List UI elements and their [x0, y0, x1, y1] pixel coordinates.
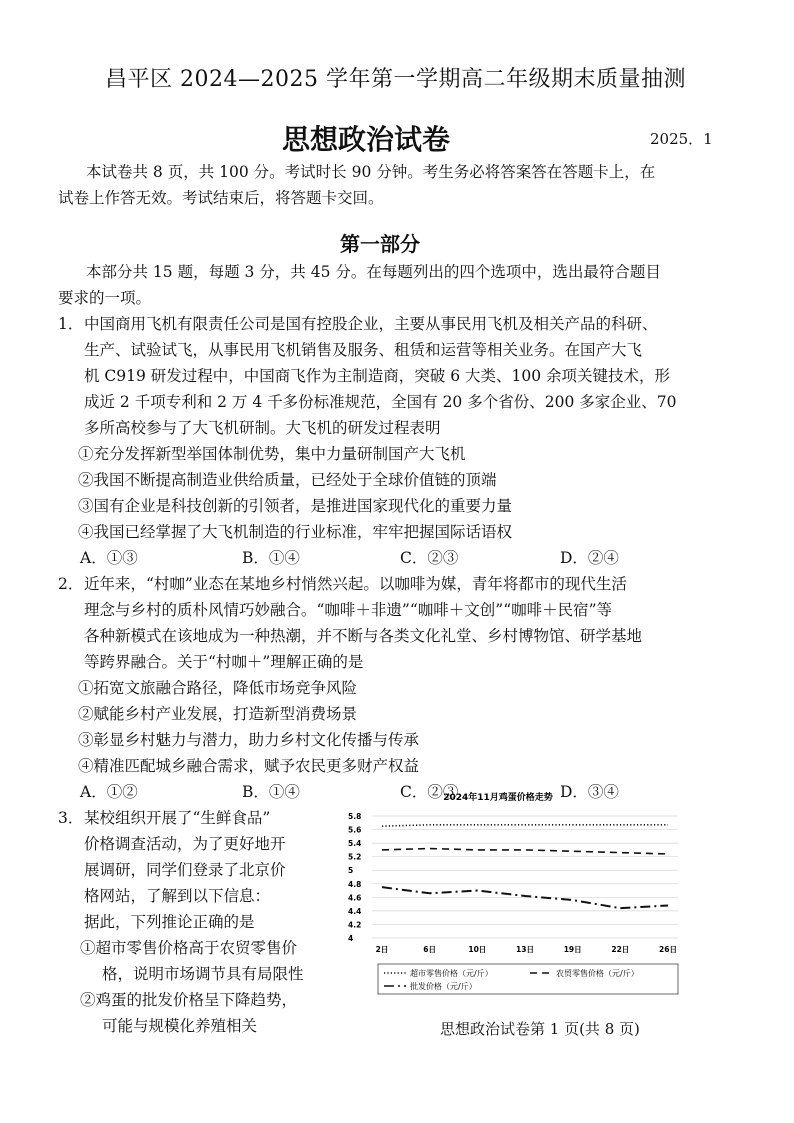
statement-item: ①超市零售价格高于农贸零售价	[80, 939, 298, 957]
question-number: 1．	[58, 315, 84, 333]
question-stem-line: 成近 2 千项专利和 2 万 4 千多份标准规范，全国有 20 多个省份、200 多家企业、70	[84, 393, 677, 411]
statement-item: 格，说明市场调节具有局限性	[102, 965, 304, 983]
statement-item: ③彰显乡村魅力与潜力，助力乡村文化传播与传承	[78, 731, 420, 749]
y-tick-label: 5.4	[348, 839, 362, 849]
y-tick-label: 4.8	[348, 879, 362, 889]
exam-date: 2025．1	[650, 130, 713, 148]
egg-price-chart	[330, 783, 690, 998]
x-tick-label: 6日	[423, 945, 437, 954]
question-number: 2．	[58, 575, 84, 593]
x-tick-label: 13日	[516, 945, 534, 954]
chart-title: 2024年11月鸡蛋价格走势	[443, 793, 553, 803]
statement-item: ③国有企业是科技创新的引领者，是推进国家现代化的重要力量	[78, 497, 513, 515]
x-tick-label: 26日	[659, 945, 677, 954]
instructions-line: 试卷上作答无效。考试结束后，将答题卡交回。	[58, 189, 384, 207]
page-footer: 思想政治试卷第 1 页(共 8 页)	[440, 1020, 640, 1038]
question-stem-line: 各种新模式在该地成为一种热潮，并不断与各类文化礼堂、乡村博物馆、研学基地	[84, 627, 643, 645]
statement-item: ②我国不断提高制造业供给质量，已经处于全球价值链的顶端	[78, 471, 497, 489]
y-tick-label: 4.6	[348, 893, 362, 903]
question-stem-line: 中国商用飞机有限责任公司是国有控股企业，主要从事民用飞机及相关产品的科研、	[84, 315, 658, 333]
question-stem-line: 多所高校参与了大飞机研制。大飞机的研发过程表明	[84, 419, 441, 437]
answer-option-c[interactable]: C．②③	[400, 549, 459, 567]
answer-option-b[interactable]: B．①④	[242, 783, 300, 801]
instructions-line: 本试卷共 8 页，共 100 分。考试时长 90 分钟。考生务必将答案答在答题卡上，在	[86, 163, 656, 181]
question-stem-line: 等跨界融合。关于“村咖＋”理解正确的是	[84, 653, 364, 671]
question-stem-line: 据此，下列推论正确的是	[84, 913, 255, 931]
exam-subject-title: 思想政治试卷	[282, 123, 451, 156]
x-tick-label: 10日	[468, 945, 487, 954]
statement-item: ②鸡蛋的批发价格呈下降趋势，	[80, 991, 298, 1009]
y-tick-label: 4	[348, 934, 354, 943]
question-stem-line: 某校组织开展了“生鲜食品”	[84, 809, 271, 827]
question-stem-line: 近年来，“村咖”业态在某地乡村悄然兴起。以咖啡为媒，青年将都市的现代生活	[84, 575, 627, 593]
question-stem-line: 理念与乡村的质朴风情巧妙融合。“咖啡＋非遗”“咖啡＋文创”“咖啡＋民宿”等	[84, 601, 613, 619]
statement-item: ②赋能乡村产业发展，打造新型消费场景	[78, 705, 358, 723]
statement-item: ①充分发挥新型举国体制优势，集中力量研制国产大飞机	[78, 445, 466, 463]
question-stem-line: 生产、试验试飞，从事民用飞机销售及服务、租赁和运营等相关业务。在国产大飞	[84, 341, 643, 359]
answer-option-a[interactable]: A．①③	[80, 549, 138, 567]
question-stem-line: 展调研，同学们登录了北京价	[84, 861, 286, 879]
y-tick-label: 4.2	[348, 920, 362, 930]
answer-option-d[interactable]: D．②④	[560, 549, 619, 567]
x-tick-label: 19日	[563, 945, 582, 954]
legend-label: 农贸零售价格（元/斤）	[556, 969, 639, 978]
question-number: 3．	[58, 809, 84, 827]
y-tick-label: 5.6	[348, 825, 362, 835]
exam-header-title: 昌平区 2024—2025 学年第一学期高二年级期末质量抽测	[105, 67, 686, 92]
series-line-1	[382, 825, 668, 826]
question-stem-line: 格网站，了解到以下信息：	[84, 887, 271, 905]
statement-item: ④我国已经掌握了大飞机制造的行业标准，牢牢把握国际话语权	[78, 523, 513, 541]
question-stem-line: 价格调查活动，为了更好地开	[84, 835, 286, 853]
legend-label: 超市零售价格（元/斤）	[410, 969, 493, 978]
legend-label: 批发价格（元/斤）	[410, 982, 477, 991]
y-tick-label: 5.2	[348, 852, 362, 862]
statement-item: 可能与规模化养殖相关	[102, 1017, 258, 1035]
statement-item: ①拓宽文旅融合路径，降低市场竞争风险	[78, 679, 358, 697]
answer-option-c[interactable]: C．②③	[400, 783, 459, 801]
series-line-2	[382, 849, 668, 854]
x-tick-label: 2日	[375, 945, 389, 954]
statement-item: ④精准匹配城乡融合需求，赋予农民更多财产权益	[78, 757, 420, 775]
part-title: 第一部分	[340, 232, 420, 256]
part-intro-line: 要求的一项。	[58, 289, 152, 307]
question-stem-line: 机 C919 研发过程中，中国商飞作为主制造商，突破 6 大类、100 余项关键技术，形	[84, 367, 671, 385]
y-tick-label: 5.8	[348, 812, 362, 821]
answer-option-b[interactable]: B．①④	[242, 549, 300, 567]
part-intro-line: 本部分共 15 题，每题 3 分，共 45 分。在每题列出的四个选项中，选出最符合题目	[86, 263, 661, 281]
y-tick-label: 4.4	[348, 906, 362, 916]
y-tick-label: 5	[348, 866, 354, 876]
answer-option-d[interactable]: D．③④	[560, 783, 619, 801]
answer-option-a[interactable]: A．①②	[80, 783, 138, 801]
x-tick-label: 22日	[611, 945, 630, 954]
